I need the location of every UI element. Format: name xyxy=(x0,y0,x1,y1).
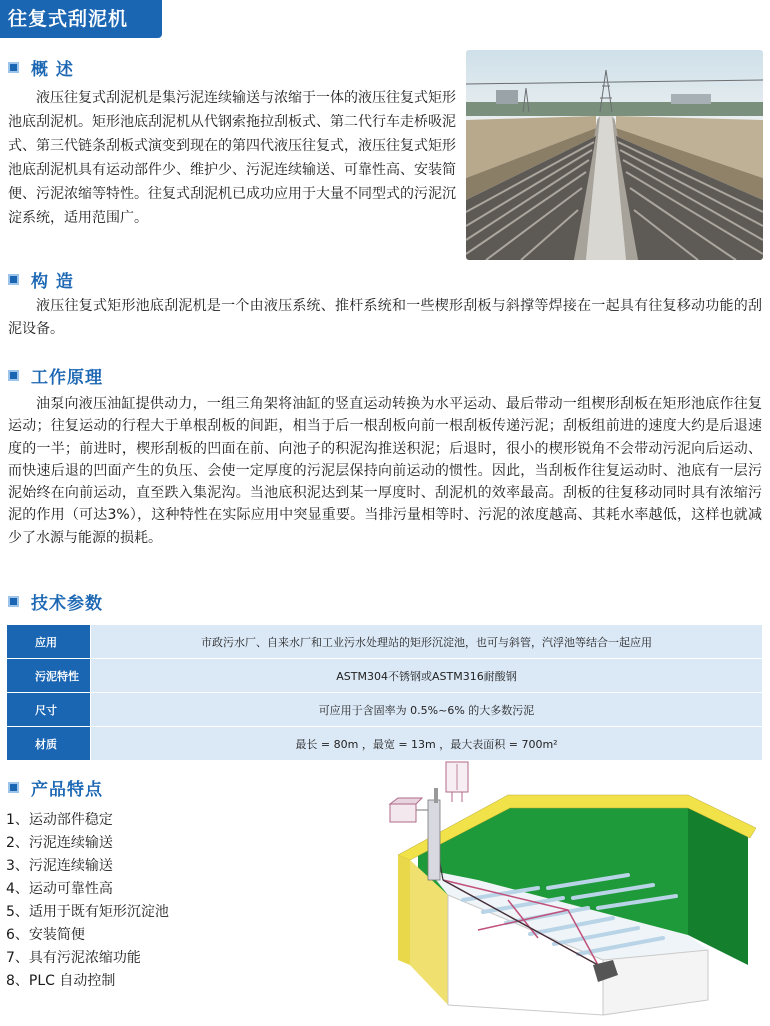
scraper-diagram xyxy=(388,760,764,1022)
param-value: 最长 = 80m ，最宽 = 13m ，最大表面积 = 700m² xyxy=(91,727,763,761)
table-row xyxy=(7,693,763,727)
table-row xyxy=(7,659,763,693)
param-key: 尺寸 xyxy=(7,693,91,727)
structure-heading xyxy=(8,268,74,290)
sedimentation-tank-photo xyxy=(466,50,763,260)
param-key: 污泥特性 xyxy=(7,659,91,693)
list-item: 7、具有污泥浓缩功能 xyxy=(6,950,141,966)
param-key: 材质 xyxy=(7,727,91,761)
section-bullet-icon xyxy=(8,596,19,607)
features-list xyxy=(6,809,169,993)
section-bullet-icon xyxy=(8,274,19,285)
param-value: 可应用于含固率为 0.5%~6% 的大多数污泥 xyxy=(91,693,763,727)
overview-title: 概 述 xyxy=(31,59,74,80)
param-value: 市政污水厂、自来水厂和工业污水处理站的矩形沉淀池，也可与斜管，汽浮池等结合一起应用 xyxy=(91,625,763,659)
principle-heading xyxy=(8,364,103,386)
param-value: ASTM304不锈钢或ASTM316耐酸钢 xyxy=(91,659,763,693)
table-row xyxy=(7,727,763,761)
params-heading xyxy=(8,590,103,612)
list-item: 2、污泥连续输送 xyxy=(6,835,113,851)
section-bullet-icon xyxy=(8,370,19,381)
section-bullet-icon xyxy=(8,782,19,793)
overview-text: 液压往复式刮泥机是集污泥连续输送与浓缩于一体的液压往复式矩形池底刮泥机。矩形池底刮泥机从代钢索拖拉刮板式、第二代行车走桥吸泥式、第三代链条刮板式演变到现在的第四代液压往复式，液压往复式矩形池底刮泥机具有运动部件少、维护少、污泥连续输送、可靠性高、安装简便、污泥浓缩等特性。往复式刮泥机已成功应用于大量不同型式的污泥沉淀系统，适用范围广。 xyxy=(8,90,456,226)
list-item: 1、运动部件稳定 xyxy=(6,812,113,828)
principle-text: 油泵向液压油缸提供动力，一组三角架将油缸的竖直运动转换为水平运动、最后带动一组楔形刮板在矩形池底作往复运动；往复运动的行程大于单根刮板的间距，相当于后一根刮板向前一根刮板传递污泥；刮板组前进的速度大约是后退速度的一半；前进时，楔形刮板的凹面在前、向池子的积泥沟推送积泥；后退时，很小的楔形锐角不会带动污泥向后运动、而快速后退的凹面产生的负压、会使一定厚度的污泥层保持向前运动的惯性。因此，当刮板作往复运动时、池底有一层污泥始终在向前运动，直至跌入集泥沟。当池底积泥达到某一厚度时、刮泥机的效率最高。刮板的往复移动同时具有浓缩污泥的作用（可达3%），这种特性在实际应用中突显重要。当排污量相等时、污泥的浓度越高、其耗水率越低，这样也就减少了水源与能源的损耗。 xyxy=(8,396,762,546)
params-table xyxy=(6,624,763,761)
list-item: 8、PLC 自动控制 xyxy=(6,973,116,989)
section-bullet-icon xyxy=(8,62,19,73)
principle-title: 工作原理 xyxy=(31,367,103,388)
structure-text: 液压往复式矩形池底刮泥机是一个由液压系统、推杆系统和一些楔形刮板与斜撑等焊接在一起具有往复移动功能的刮泥设备。 xyxy=(8,298,762,337)
table-row xyxy=(7,625,763,659)
list-item: 6、安装简便 xyxy=(6,927,85,943)
overview-heading xyxy=(8,56,74,78)
params-title: 技术参数 xyxy=(31,593,103,614)
list-item: 5、适用于既有矩形沉淀池 xyxy=(6,904,169,920)
list-item: 4、运动可靠性高 xyxy=(6,881,113,897)
page-title-bar xyxy=(0,0,162,38)
features-heading xyxy=(8,776,103,798)
list-item: 3、污泥连续输送 xyxy=(6,858,113,874)
param-key: 应用 xyxy=(7,625,91,659)
page-title: 往复式刮泥机 xyxy=(8,8,129,30)
features-title: 产品特点 xyxy=(31,779,103,800)
structure-title: 构 造 xyxy=(31,271,74,292)
